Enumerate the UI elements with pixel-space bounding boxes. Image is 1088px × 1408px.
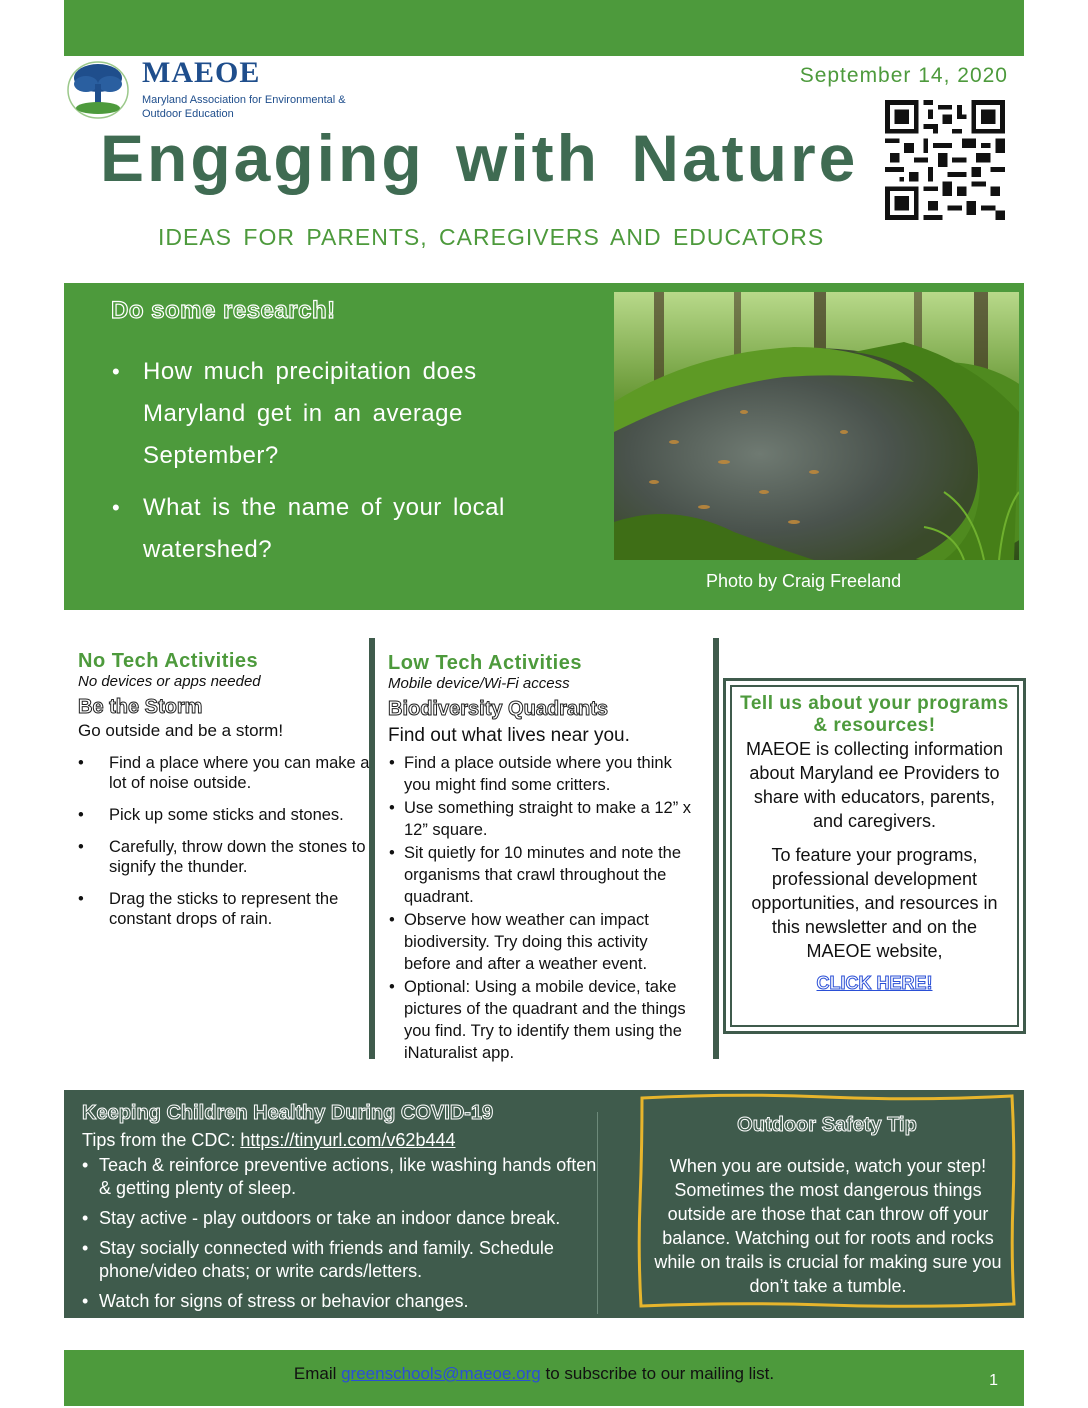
footer-text	[64, 1364, 1024, 1384]
list-item: • Stay socially connected with friends and family. Schedule phone/video chats; or write cards/letters.	[82, 1237, 612, 1283]
page-subtitle: IDEAS FOR PARENTS, CAREGIVERS AND EDUCATORS	[158, 224, 825, 250]
list-item: • Optional: Using a mobile device, take pictures of the quadrant and the things you find. Try to identify them using the iNaturalist app.	[388, 976, 698, 1064]
no-tech-column	[78, 650, 370, 941]
list-item: • Watch for signs of stress or behavior changes.	[82, 1290, 612, 1313]
covid-sub-label: Tips from the CDC:	[82, 1130, 241, 1150]
column-divider	[369, 638, 375, 1059]
research-section	[64, 283, 1024, 610]
research-heading: Do some research!	[111, 297, 336, 324]
no-tech-heading: No Tech Activities	[78, 650, 259, 672]
no-tech-list	[78, 753, 370, 929]
list-item: • Use something straight to make a 12” x 12” square.	[388, 797, 698, 841]
low-tech-intro: Find out what lives near you.	[388, 725, 630, 746]
covid-list	[82, 1154, 612, 1320]
covid-heading: Keeping Children Healthy During COVID-19	[82, 1102, 494, 1124]
safety-heading: Outdoor Safety Tip	[737, 1114, 917, 1136]
tell-us-heading: Tell us about your programs & resources!	[740, 693, 1009, 736]
top-band	[64, 0, 1024, 56]
tell-us-box	[723, 678, 1026, 1034]
covid-divider	[597, 1112, 598, 1314]
low-tech-list	[388, 752, 698, 1064]
low-tech-heading: Low Tech Activities	[388, 652, 582, 674]
low-tech-activity-title: Biodiversity Quadrants	[388, 698, 609, 720]
list-item: • Teach & reinforce preventive actions, like washing hands often & getting plenty of sleep.	[82, 1154, 612, 1200]
photo-credit: Photo by Craig Freeland	[706, 571, 902, 591]
safety-text: When you are outside, watch your step! Sometimes the most dangerous things outside are those that can throw off your balance. Watching out for roots and rocks while on trails is crucial for making sure you don’t take a tumble.	[654, 1156, 1002, 1296]
logo-name: MAEOE	[142, 56, 261, 89]
list-item: • Observe how weather can impact biodiversity. Try doing this activity before and after a weather event.	[388, 909, 698, 975]
click-here-link[interactable]: CLICK HERE!	[816, 973, 933, 993]
research-item: • What is the name of your local watershed?	[110, 487, 540, 571]
safety-tip-box	[636, 1092, 1018, 1310]
tell-us-text-2: To feature your programs, professional development opportunities, and resources in this newsletter and on the MAEOE website,	[751, 845, 998, 961]
footer-band	[64, 1350, 1024, 1406]
tell-us-inner	[730, 685, 1019, 1027]
no-tech-note: No devices or apps needed	[78, 673, 261, 690]
maeoe-logo[interactable]	[66, 56, 366, 122]
tree-logo-icon	[66, 58, 130, 120]
cdc-link[interactable]: https://tinyurl.com/v62b444	[240, 1130, 456, 1150]
footer-pre: Email	[293, 1364, 342, 1383]
logo-subtitle: Maryland Association for Environmental & Outdoor Education	[142, 94, 346, 120]
tell-us-text: MAEOE is collecting information about Maryland ee Providers to share with educators, parents, and caregivers.	[745, 739, 1004, 831]
research-item: • How much precipitation does Maryland get in an average September?	[110, 351, 540, 477]
list-item: • Find a place where you can make a lot of noise outside.	[78, 753, 370, 793]
list-item: • Stay active - play outdoors or take an indoor dance break.	[82, 1207, 612, 1230]
list-item: • Carefully, throw down the stones to signify the thunder.	[78, 837, 370, 877]
low-tech-column	[388, 652, 698, 1065]
issue-date: September 14, 2020	[799, 64, 1008, 87]
list-item: • Sit quietly for 10 minutes and note the organisms that crawl throughout the quadrant.	[388, 842, 698, 908]
list-item: • Drag the sticks to represent the constant drops of rain.	[78, 889, 370, 929]
page-title: Engaging with Nature	[100, 121, 859, 195]
forest-image	[614, 292, 1019, 560]
forest-photo	[614, 292, 1019, 560]
covid-subtitle	[82, 1130, 456, 1151]
qr-code-icon[interactable]	[884, 100, 1006, 220]
no-tech-intro: Go outside and be a storm!	[78, 721, 284, 740]
footer-post: to subscribe to our mailing list.	[540, 1364, 775, 1383]
research-list	[110, 351, 540, 581]
email-link[interactable]: greenschools@maeoe.org	[341, 1364, 541, 1383]
low-tech-note: Mobile device/Wi-Fi access	[388, 675, 570, 692]
list-item: • Pick up some sticks and stones.	[78, 805, 370, 825]
column-divider	[713, 638, 719, 1059]
no-tech-activity-title: Be the Storm	[78, 696, 203, 718]
list-item: • Find a place outside where you think you might find some critters.	[388, 752, 698, 796]
page-number: 1	[989, 1372, 998, 1389]
